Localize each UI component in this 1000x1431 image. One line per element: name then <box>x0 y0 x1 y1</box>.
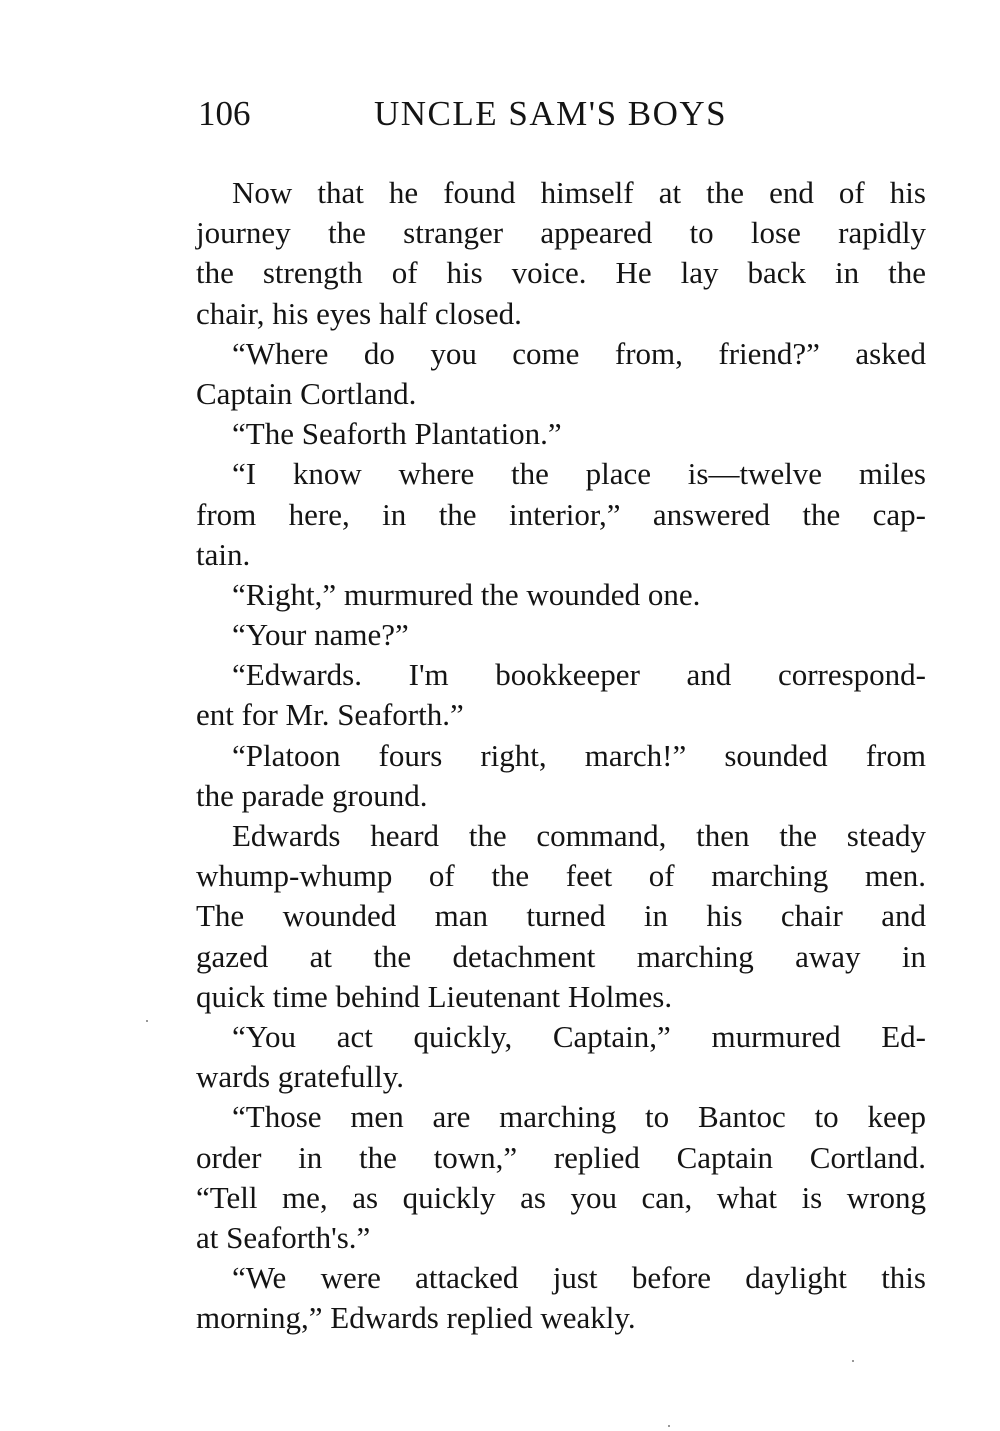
text-line: “Where do you come from, friend?” asked <box>232 335 926 371</box>
text-line: “Platoon fours right, march!” sounded from <box>232 737 926 773</box>
text-line: journey the stranger appeared to lose rapidly <box>196 215 926 251</box>
text-line: ent for Mr. Seaforth.” <box>196 697 464 733</box>
text-line: “I know where the place is—twelve miles <box>232 456 926 492</box>
text-line: gazed at the detachment marching away in <box>196 938 926 974</box>
body-text <box>196 173 926 1338</box>
text-line: chair, his eyes half closed. <box>196 295 522 331</box>
text-line: the strength of his voice. He lay back in the <box>196 255 926 291</box>
text-line: “You act quickly, Captain,” murmured Ed- <box>232 1018 926 1054</box>
text-line: “Right,” murmured the wounded one. <box>232 576 701 612</box>
text-line: Now that he found himself at the end of his <box>232 175 926 210</box>
text-line: The wounded man turned in his chair and <box>196 898 926 934</box>
text-line: quick time behind Lieutenant Holmes. <box>196 978 673 1014</box>
text-line: whump-whump of the feet of marching men. <box>196 858 926 894</box>
page-header <box>198 92 758 136</box>
text-line: order in the town,” replied Captain Cortland. <box>196 1139 926 1175</box>
text-line: “Your name?” <box>232 617 409 653</box>
text-line: tain. <box>196 536 251 572</box>
text-line: Edwards heard the command, then the steady <box>232 818 926 853</box>
text-line: “Tell me, as quickly as you can, what is wrong <box>196 1179 926 1215</box>
text-line: Captain Cortland. <box>196 375 417 411</box>
text-line: “Those men are marching to Bantoc to keep <box>232 1099 926 1135</box>
text-line: “The Seaforth Plantation.” <box>232 416 562 452</box>
paper-speck <box>146 1020 148 1022</box>
text-line: the parade ground. <box>196 777 428 813</box>
paper-speck <box>668 1425 670 1427</box>
text-line: “Edwards. I'm bookkeeper and correspond- <box>232 657 926 693</box>
text-line: “We were attacked just before daylight this <box>232 1260 926 1296</box>
text-line: wards gratefully. <box>196 1059 405 1095</box>
running-head: UNCLE SAM'S BOYS <box>374 94 728 133</box>
paper-speck <box>852 1360 854 1362</box>
text-line: from here, in the interior,” answered the cap- <box>196 496 926 532</box>
text-line: at Seaforth's.” <box>196 1219 371 1255</box>
text-line: morning,” Edwards replied weakly. <box>196 1300 636 1336</box>
page-number: 106 <box>198 94 251 133</box>
